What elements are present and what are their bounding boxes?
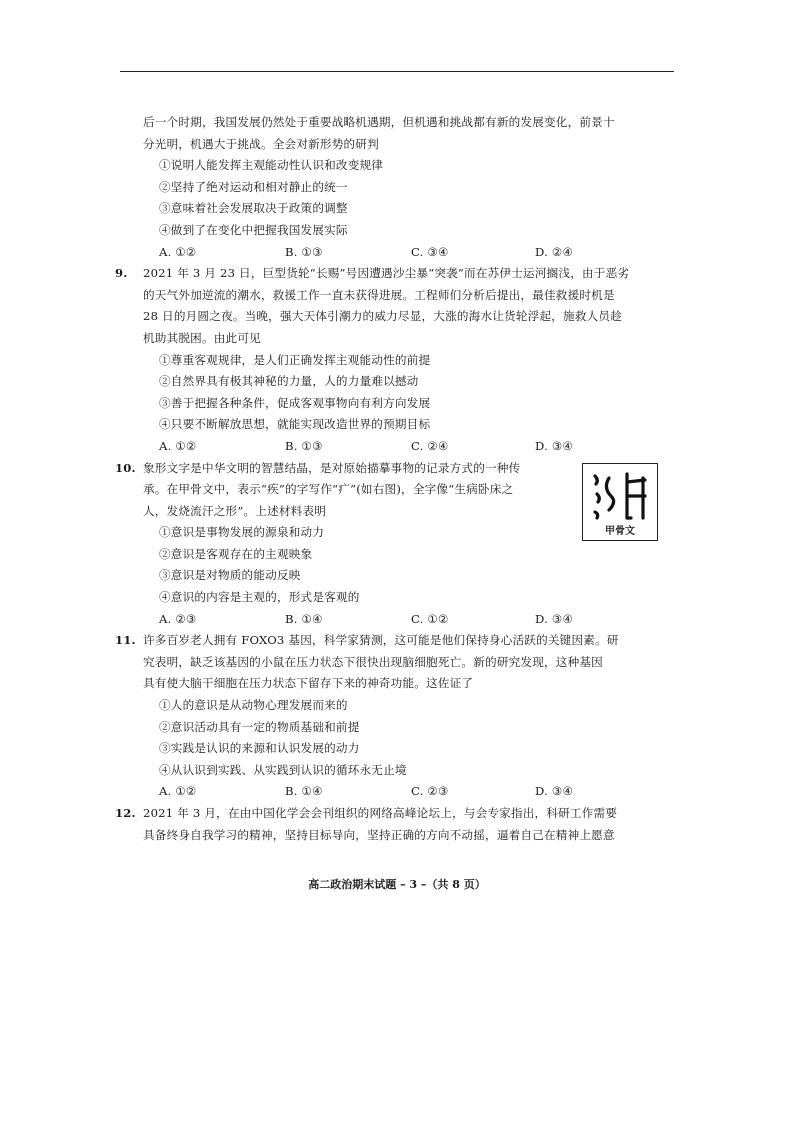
q11-option-a[interactable]: A. ①② (159, 784, 197, 799)
q9-item: ③善于把握各种条件，促成客观事物向有利方向发展 (159, 395, 431, 410)
q8-option-d[interactable]: D. ②④ (535, 244, 574, 259)
q9-stem-line: 的天气外加逆流的潮水，救援工作一直未获得进展。工程师们分析后提出，最佳救援时机是 (143, 287, 615, 302)
q11-stem-line: 具有使大脑干细胞在压力状态下留存下来的神奇功能。这佐证了 (143, 676, 474, 691)
q10-item: ③意识是对物质的能动反映 (159, 568, 301, 583)
q9-stem-line (115, 263, 663, 285)
q9-stem-text: 2021 年 3 月 23 日，巨型货轮“长赐”号因遭遇沙尘暴“突袭”而在苏伊士运河搁浅，由于恶劣 (143, 266, 630, 281)
figure-caption: 甲骨文 (605, 526, 635, 537)
q10-item: ②意识是客观存在的主观映象 (159, 546, 313, 561)
q11-item: ②意识活动具有一定的物质基础和前提 (159, 719, 360, 734)
question-8-continuation (143, 112, 663, 263)
q10-option-d[interactable]: D. ③④ (535, 611, 574, 626)
q10-option-c[interactable]: C. ①② (411, 611, 449, 626)
q10-item: ①意识是事物发展的源泉和动力 (159, 525, 325, 540)
q12-stem-line: 具备终身自我学习的精神，坚持目标导向，坚持正确的方向不动摇，逼着自己在精神上愿意 (143, 827, 615, 842)
q12-number: 12. (115, 806, 136, 820)
q9-item: ①尊重客观规律，是人们正确发挥主观能动性的前提 (159, 352, 431, 367)
q12-stem-text: 2021 年 3 月，在由中国化学会会刊组织的网络高峰论坛上，与会专家指出，科研工作需要 (143, 806, 618, 820)
q8-stem-line: 分光明，机遇大于挑战。全会对新形势的研判 (143, 136, 379, 151)
q11-option-d[interactable]: D. ③④ (535, 784, 574, 799)
question-9 (115, 263, 663, 457)
q9-option-d[interactable]: D. ③④ (535, 438, 574, 453)
q11-option-b[interactable]: B. ①④ (285, 784, 323, 799)
q11-number: 11. (115, 633, 136, 648)
q10-stem-line: 承。在甲骨文中，表示“疾”的字写作“疒”(如右图)，全字像“生病卧床之 (143, 482, 514, 497)
q8-item: ③意味着社会发展取决于政策的调整 (159, 201, 348, 216)
q9-options (143, 436, 663, 458)
q11-stem-line: 究表明，缺乏该基因的小鼠在压力状态下很快出现脑细胞死亡。新的研究发现，这种基因 (143, 654, 603, 669)
q8-stem-line: 后一个时期，我国发展仍然处于重要战略机遇期，但机遇和挑战都有新的发展变化，前景十 (143, 115, 615, 129)
q9-option-c[interactable]: C. ②④ (411, 438, 449, 453)
q10-stem-text: 象形文字是中华文明的智慧结晶，是对原始描摹事物的记录方式的一种传 (143, 460, 521, 475)
q10-options (143, 609, 663, 631)
q12-stem-line (115, 803, 663, 825)
q9-option-b[interactable]: B. ①③ (285, 438, 323, 453)
q9-option-a[interactable]: A. ①② (159, 438, 197, 453)
oracle-bone-figure (582, 463, 658, 541)
q8-options (143, 242, 663, 264)
q10-number: 10. (115, 460, 136, 475)
question-12 (115, 803, 663, 846)
q11-options (143, 781, 663, 803)
q8-item: ④做到了在变化中把握我国发展实际 (159, 222, 348, 237)
oracle-bone-glyph-icon (587, 468, 653, 522)
q11-stem-text: 许多百岁老人拥有 FOXO3 基因，科学家猜测，这可能是他们保持身心活跃的关键因素。研 (143, 633, 619, 648)
page-footer: 高二政治期末试题 – 3 –（共 8 页） (308, 878, 486, 891)
q11-item: ③实践是认识的来源和认识发展的动力 (159, 741, 360, 756)
q9-item: ④只要不断解放思想，就能实现改造世界的预期目标 (159, 417, 431, 432)
q8-option-b[interactable]: B. ①③ (285, 244, 323, 259)
q11-stem-line (115, 630, 663, 652)
question-11 (115, 630, 663, 803)
q8-option-c[interactable]: C. ③④ (411, 244, 449, 259)
q10-stem-line: 人，发烧流汗之形”。上述材料表明 (143, 503, 327, 518)
q10-option-b[interactable]: B. ①④ (285, 611, 323, 626)
q9-item: ②自然界具有极其神秘的力量，人的力量难以撼动 (159, 374, 419, 389)
q11-option-c[interactable]: C. ②③ (411, 784, 449, 799)
top-rule (120, 71, 674, 72)
q9-stem-line: 28 日的月圆之夜。当晚，强大天体引潮力的威力尽显，大涨的海水让货轮浮起，施救人员趁 (143, 309, 622, 324)
q9-number: 9. (115, 266, 128, 281)
q11-item: ①人的意识是从动物心理发展而来的 (159, 698, 348, 713)
q8-item: ①说明人能发挥主观能动性认识和改变规律 (159, 158, 384, 173)
q11-item: ④从认识到实践、从实践到认识的循环永无止境 (159, 762, 407, 777)
q8-item: ②坚持了绝对运动和相对静止的统一 (159, 179, 348, 194)
q9-stem-line: 机助其脱困。由此可见 (143, 330, 261, 345)
q8-option-a[interactable]: A. ①② (159, 244, 197, 259)
q10-item: ④意识的内容是主观的，形式是客观的 (159, 590, 360, 605)
q10-option-a[interactable]: A. ②③ (159, 611, 197, 626)
